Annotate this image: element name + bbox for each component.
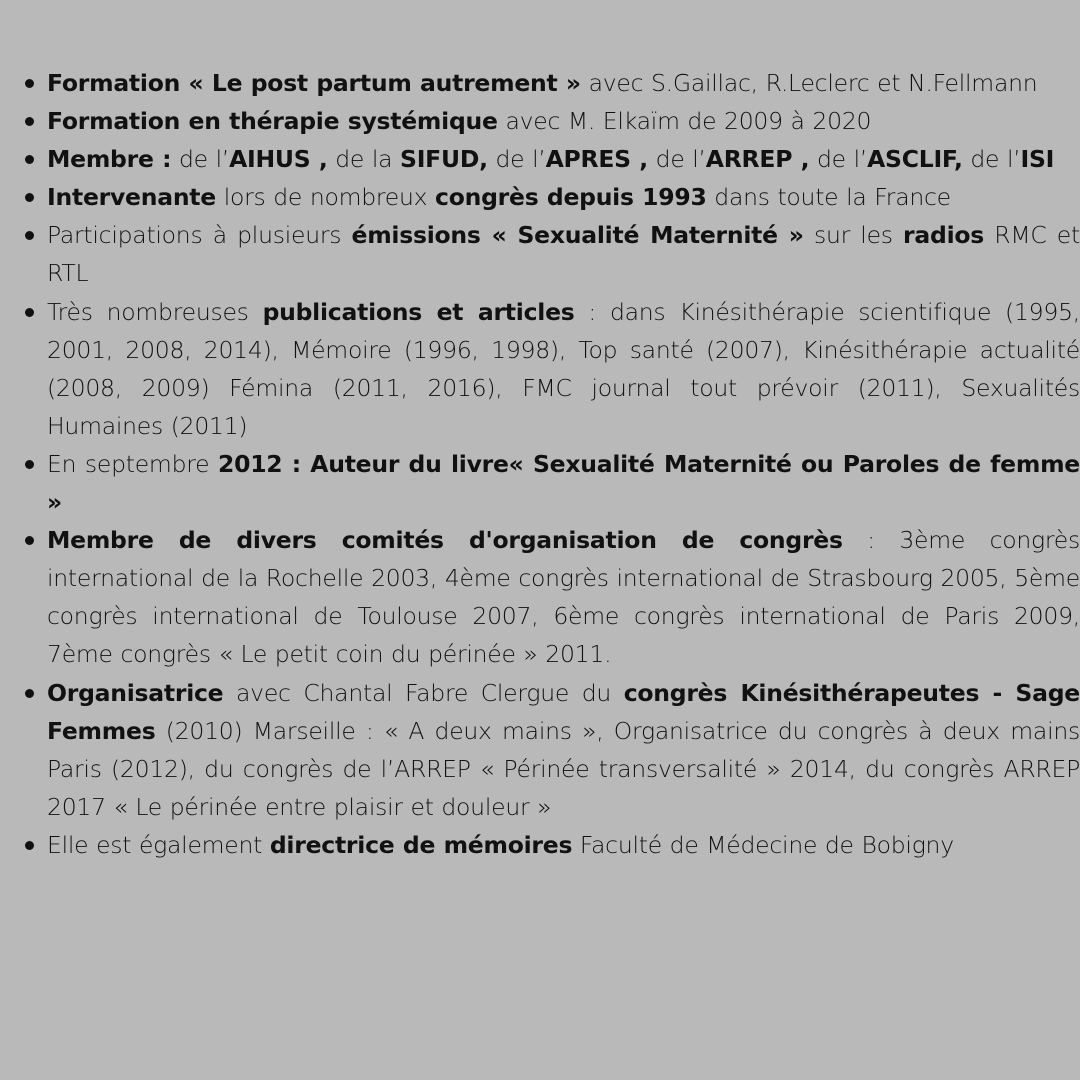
item-text-bold: directrice de mémoires [269,830,573,859]
item-text-bold: ASCLIF, [867,145,963,174]
item-text: avec Chantal Fabre Clergue du [223,678,624,707]
item-text-bold: APRES , [545,145,648,174]
item-text: : dans Kinésithérapie scientifique (1995, 2001, 2008, 2014), Mémoire (1996, 1998), Top santé (2007), Kinésithérapie actualité (2008, 2009) Fémina (2011, 2016), FMC journal tout prévoir (2011), Sexualités Humaines (2011) [47,297,1080,440]
item-text: de l’ [171,145,230,174]
bio-list [0,64,1080,864]
item-text-bold: ISI [1020,145,1055,174]
item-text: Faculté de Médecine de Bobigny [572,830,954,859]
item-text-bold: congrès depuis 1993 [435,183,707,212]
item-text: : 3ème congrès international de la Rochelle 2003, 4ème congrès international de Strasbourg 2005, 5ème congrès international de Toulouse 2007, 6ème congrès international de Paris 2009, 7ème congrès « Le petit coin du périnée » 2011. [47,526,1080,669]
item-text: de l’ [647,145,706,174]
item-text-bold: publications et articles [262,297,575,326]
item-text-bold: AIHUS , [229,145,328,174]
item-text: lors de nombreux [215,183,436,212]
item-text: Très nombreuses [47,297,263,326]
item-text: Elle est également [47,830,270,859]
item-text-bold: Intervenante [47,183,216,212]
item-text: de la [327,145,401,174]
item-text-bold: ARREP , [705,145,810,174]
item-text-bold: 2012 : Auteur du livre« Sexualité Maternité ou Paroles de femme » [47,449,1080,517]
list-item [0,521,1080,673]
bio-content [0,64,1080,864]
item-text-bold: Organisatrice [47,678,224,707]
item-text: de l’ [809,145,868,174]
list-item [0,140,1080,178]
item-text: sur les [803,221,904,250]
list-item [0,216,1080,292]
list-item [0,293,1080,445]
item-text: de l’ [487,145,546,174]
list-item [0,826,1080,864]
item-text: avec S.Gaillac, R.Leclerc et N.Fellmann [580,69,1038,97]
item-text: de l’ [962,145,1021,174]
item-text: dans toute la France [706,183,951,212]
item-text-bold: radios [903,221,985,250]
item-text: Participations à plusieurs [47,221,352,250]
item-text: (2010) Marseille : « A deux mains », Organisatrice du congrès à deux mains Paris (2012), du congrès de l’ARREP « Périnée transversalité » 2014, du congrès ARREP 2017 « Le périnée entre plaisir et douleur » [47,716,1080,821]
item-text-bold: Formation « Le post partum autrement » [47,69,581,97]
list-item [0,64,1080,102]
list-item [0,178,1080,216]
item-text: RMC et RTL [47,221,1080,288]
list-item [0,102,1080,140]
item-text-bold: congrès Kinésithérapeutes - Sage Femmes [47,678,1080,745]
list-item [0,445,1080,521]
item-text: avec M. Elkaïm de 2009 à 2020 [497,107,872,136]
item-text-bold: Formation en thérapie systémique [47,107,498,136]
item-text: En septembre [47,449,218,478]
item-text-bold: émissions « Sexualité Maternité » [351,221,804,250]
item-text-bold: SIFUD, [400,145,488,174]
list-item [0,674,1080,826]
item-text-bold: Membre de divers comités d'organisation de congrès [47,526,843,555]
item-text-bold: Membre : [47,145,172,174]
